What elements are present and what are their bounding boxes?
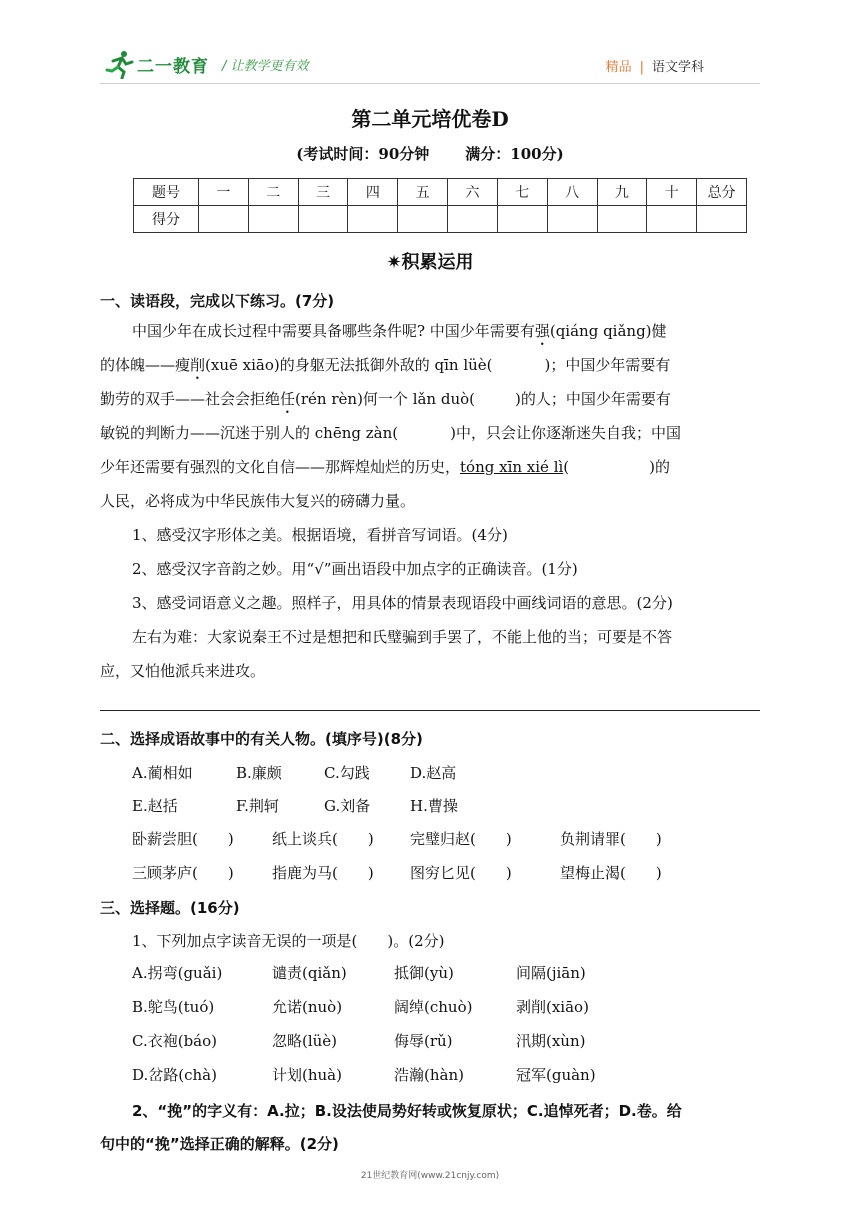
- q1-sub3: 3、感受词语意义之趣。照样子，用具体的情景表现语段中画线词语的意思。(2分): [132, 594, 673, 612]
- score-blank-cell: [597, 206, 647, 233]
- choice-item: 剥削(xiāo): [516, 998, 589, 1016]
- passage-text: (: [563, 458, 570, 476]
- score-table-cell: 八: [547, 179, 597, 206]
- idiom-blank-item[interactable]: 指鹿为马( ): [272, 864, 374, 882]
- q3-sub1: 1、下列加点字读音无误的一项是( )。(2分): [132, 932, 445, 950]
- score-blank-cell: [448, 206, 498, 233]
- score-table-cell: 二: [248, 179, 298, 206]
- page-title: 第二单元培优卷D: [351, 107, 509, 131]
- dotted-char: 削: [190, 356, 206, 374]
- score-table-cell: 四: [348, 179, 398, 206]
- q3-sub2-line-2: 句中的“挽”选择正确的解释。(2分): [100, 1135, 339, 1153]
- score-blank-cell: [398, 206, 448, 233]
- option-item: F.荆轲: [236, 797, 279, 815]
- score-blank-cell: [497, 206, 547, 233]
- q2-heading: 二、选择成语故事中的有关人物。(填序号)(8分): [100, 730, 423, 748]
- slogan: / 让教学更有效: [222, 59, 309, 74]
- q1-sub2: 2、感受汉字音韵之妙。用“√”画出语段中加点字的正确读音。(1分): [132, 560, 578, 578]
- passage-text: )；中国少年需要有: [544, 356, 671, 374]
- choice-item: 允诺(nuò): [272, 998, 343, 1016]
- passage-line-4: [100, 422, 681, 443]
- exam-time: (考试时间：90分钟: [296, 145, 430, 163]
- score-blank-cell: [348, 206, 398, 233]
- score-table-cell: 五: [398, 179, 448, 206]
- choice-row-c: [132, 1030, 636, 1051]
- choice-item: D.岔路(chà): [132, 1066, 217, 1084]
- runner-logo-icon: [105, 49, 135, 79]
- choice-item: 忽略(lüè): [272, 1032, 338, 1050]
- idiom-blank-item[interactable]: 望梅止渴( ): [560, 864, 662, 882]
- passage-text: (qiáng qiǎng)健: [549, 322, 667, 340]
- option-item: E.赵括: [132, 797, 178, 815]
- score-table-cell: 总分: [697, 179, 747, 206]
- passage-text: )的人；中国少年需要有: [515, 390, 671, 408]
- choice-row-a: [132, 962, 636, 983]
- q3-sub2-line-1: 2、“挽”的字义有：A.拉；B.设法使局势好转或恢复原状；C.追悼死者；D.卷。给: [132, 1102, 682, 1120]
- option-item: D.赵高: [410, 764, 457, 782]
- option-item: B.廉颇: [236, 764, 282, 782]
- q2-options-row-2: [132, 795, 490, 816]
- idiom-blank-item[interactable]: 卧薪尝胆( ): [132, 830, 234, 848]
- idiom-blank-item[interactable]: 负荆请罪( ): [560, 830, 662, 848]
- choice-item: 阔绰(chuò): [394, 998, 473, 1016]
- score-blank-cell: [697, 206, 747, 233]
- choice-row-b: [132, 996, 636, 1017]
- passage-text: 勤劳的双手——社会会拒绝: [100, 390, 281, 408]
- dotted-char: 任: [280, 390, 296, 408]
- choice-item: 计划(huà): [272, 1066, 342, 1084]
- idiom-blank-item[interactable]: 图穷匕见( ): [410, 864, 512, 882]
- q3-heading: 三、选择题。(16分): [100, 899, 240, 917]
- choice-item: 抵御(yù): [394, 964, 454, 982]
- passage-text: (rén rèn)何一个 lǎn duò(: [295, 390, 476, 408]
- q1-sub1: 1、感受汉字形体之美。根据语境，看拼音写词语。(4分): [132, 526, 508, 544]
- score-table-score-row: [134, 206, 747, 233]
- page-footer: 21世纪教育网(www.21cnjy.com): [360, 1171, 500, 1181]
- exam-info: [0, 143, 860, 164]
- choice-item: B.鸵鸟(tuó): [132, 998, 215, 1016]
- q2-idioms-row-1: [132, 828, 690, 849]
- section-title: ✷积累运用: [386, 252, 474, 273]
- underlined-phrase: tóng xīn xié lì: [460, 458, 564, 476]
- option-item: G.刘备: [324, 797, 371, 815]
- score-table-cell: 七: [497, 179, 547, 206]
- passage-text: 敏锐的判断力——沉迷于别人的 chēng zàn(: [100, 424, 399, 442]
- q2-options-row-1: [132, 762, 490, 783]
- choice-item: 浩瀚(hàn): [394, 1066, 464, 1084]
- score-blank-cell: [199, 206, 249, 233]
- example-line-2: 应，又怕他派兵来进攻。: [100, 662, 266, 680]
- choice-item: 汛期(xùn): [516, 1032, 586, 1050]
- idiom-blank-item[interactable]: 纸上谈兵( ): [272, 830, 374, 848]
- exam-full-score: 满分：100分): [465, 145, 564, 163]
- logo-text: 二一教育: [137, 56, 209, 77]
- choice-item: A.拐弯(guǎi): [132, 964, 223, 982]
- passage-text: (xuē xiāo)的身躯无法抵御外敌的 qīn lüè(: [205, 356, 493, 374]
- passage-text: 中国少年在成长过程中需要具备哪些条件呢? 中国少年需要有: [132, 322, 535, 340]
- option-item: C.勾践: [324, 764, 370, 782]
- score-blank-cell: [248, 206, 298, 233]
- choice-item: 侮辱(rǔ): [394, 1032, 453, 1050]
- dotted-char: 强: [534, 322, 550, 340]
- option-item: H.曹操: [410, 797, 458, 815]
- brand-logo: [105, 48, 209, 80]
- tag-separator: |: [639, 60, 644, 75]
- choice-row-d: [132, 1064, 636, 1085]
- header-tags: [606, 56, 704, 75]
- score-table-cell: 三: [298, 179, 348, 206]
- passage-line-5: [100, 456, 670, 477]
- choice-item: 谴责(qiǎn): [272, 964, 347, 982]
- score-table-cell: 十: [647, 179, 697, 206]
- example-line-1: 左右为难：大家说秦王不过是想把和氏璧骗到手罢了，不能上他的当；可要是不答: [132, 628, 673, 646]
- score-blank-cell: [298, 206, 348, 233]
- score-table: [133, 178, 747, 233]
- score-row-label: 得分: [134, 206, 199, 233]
- quality-tag: 精品: [605, 60, 632, 75]
- idiom-blank-item[interactable]: 三顾茅庐( ): [132, 864, 234, 882]
- score-table-cell: 题号: [134, 179, 199, 206]
- header-divider: [100, 83, 760, 84]
- idiom-blank-item[interactable]: 完璧归赵( ): [410, 830, 512, 848]
- passage-text: )的: [649, 458, 671, 476]
- choice-item: C.衣袍(báo): [132, 1032, 217, 1050]
- score-table-header-row: [134, 179, 747, 206]
- option-item: A.蔺相如: [132, 764, 193, 782]
- page-header: [0, 0, 860, 90]
- score-table-cell: 九: [597, 179, 647, 206]
- score-blank-cell: [647, 206, 697, 233]
- passage-line-2: [100, 354, 670, 383]
- choice-item: 冠军(guàn): [516, 1066, 596, 1084]
- passage-line-3: [100, 388, 671, 417]
- passage-text: )中，只会让你逐渐迷失自我；中国: [450, 424, 681, 442]
- score-table-cell: 一: [199, 179, 249, 206]
- score-blank-cell: [547, 206, 597, 233]
- subject-tag: 语文学科: [651, 60, 704, 75]
- answer-line[interactable]: [100, 710, 760, 711]
- passage-text: 的体魄——瘦: [100, 356, 191, 374]
- passage-text: 少年还需要有强烈的文化自信——那辉煌灿烂的历史，: [100, 458, 461, 476]
- passage-line-6: 人民，必将成为中华民族伟大复兴的磅礴力量。: [100, 492, 416, 510]
- score-table-cell: 六: [448, 179, 498, 206]
- q2-idioms-row-2: [132, 862, 690, 883]
- q1-heading: 一、读语段，完成以下练习。(7分): [100, 292, 335, 310]
- choice-item: 间隔(jiān): [516, 964, 586, 982]
- passage-line-1: [132, 320, 667, 349]
